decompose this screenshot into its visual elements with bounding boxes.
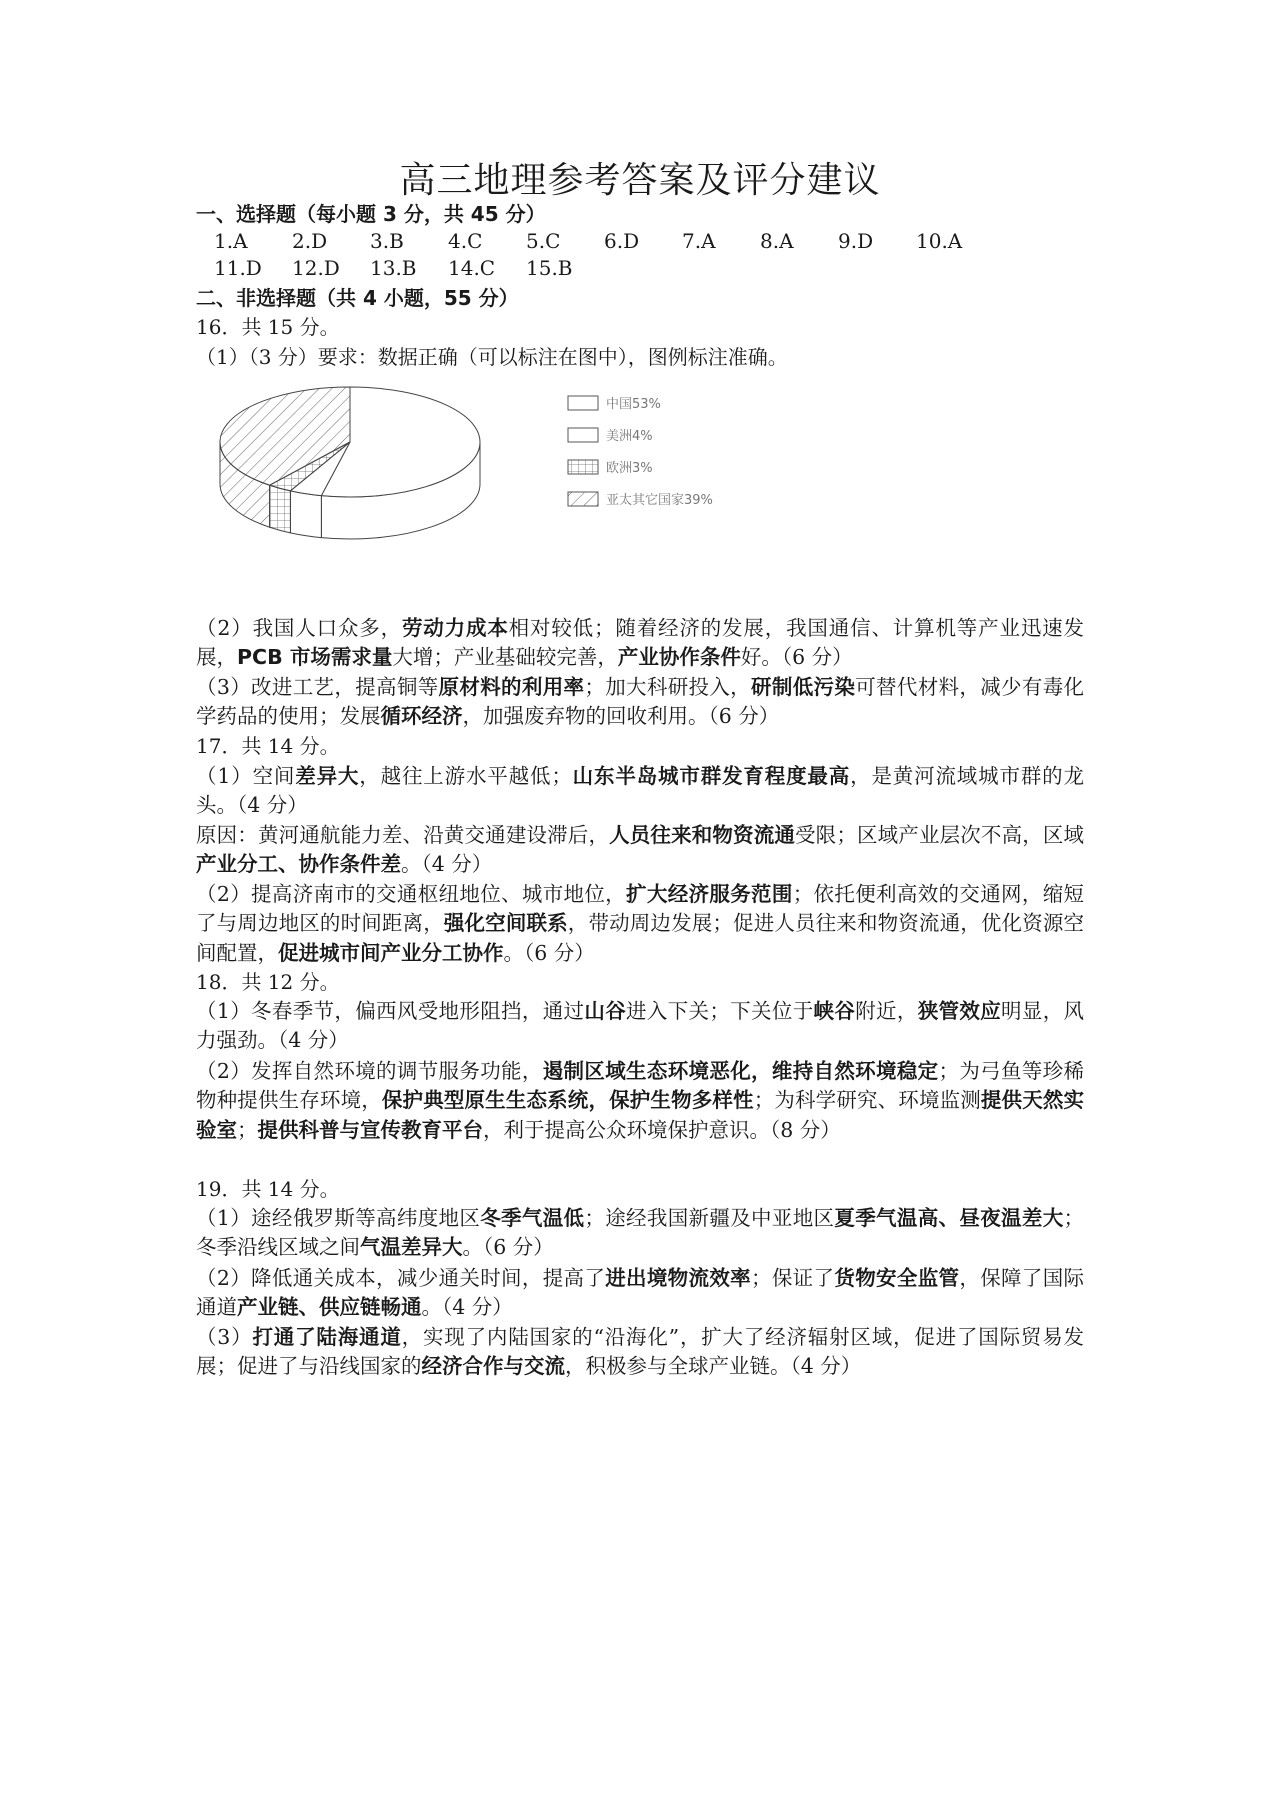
question-19-part-2 [196,1264,1084,1323]
key-point-text: 山东半岛城市群发育程度最高 [571,764,851,788]
answer-item: 14.C [448,256,496,280]
legend-swatch [568,460,598,474]
key-point-text: 劳动力成本 [401,616,509,640]
key-point-text: 提供天然实验室 [196,1088,1085,1142]
answer-item: 5.C [526,229,561,253]
key-point-text: 山谷 [584,999,627,1023]
answer-item: 3.B [370,229,404,253]
answer-text: 附近， [855,999,918,1023]
key-point-text: 促进城市间产业分工协作 [278,940,504,965]
question-17-total: 17．共 14 分。 [196,734,340,758]
answer-text: 明显，风力强劲。（4 分） [196,999,1085,1053]
answer-item: 10.A [916,229,963,253]
answer-text: ；保证了 [751,1266,835,1290]
answer-text: 。（4 分） [401,852,493,877]
question-19-total: 19．共 14 分。 [196,1177,340,1201]
legend-label: 亚太其它国家39% [606,493,713,508]
question-16-part-1: （1）（3 分）要求：数据正确（可以标注在图中），图例标注准确。 [196,345,788,369]
page-title: 高三地理参考答案及评分建议 [399,160,881,201]
question-19-part-1 [196,1204,1084,1263]
answer-text: 进入下关；下关位于 [626,999,814,1023]
answer-text: 。（6 分） [503,940,595,965]
key-point-text: 人员往来和物资流通 [609,823,796,847]
answer-text: （1）途经俄罗斯等高纬度地区 [196,1206,481,1230]
question-16-total: 16．共 15 分。 [196,315,340,339]
answer-text: ；依托便利高效的交通网，缩短了与周边地区的时间距离， [196,882,1085,936]
section-2-heading: 二、非选择题（共 4 小题，55 分） [196,286,519,310]
answer-text: ，实现了内陆国家的“沿海化”，扩大了经济辐射区域，促进了国际贸易发展；促进了与沿线国家的 [196,1325,1085,1379]
answer-text: ；为科学研究、环境监测 [753,1088,981,1113]
answer-item: 7.A [682,229,716,253]
key-point-text: 进出境物流效率 [605,1266,752,1290]
key-point-text: 原材料的利用率 [438,675,585,699]
key-point-text: 夏季气温高、昼夜温差大 [834,1206,1064,1230]
key-point-text: 经济合作与交流 [421,1354,565,1379]
key-point-text: 冬季气温低 [480,1206,585,1230]
answer-text: ； [237,1117,258,1142]
answer-text: （1）空间 [196,764,296,788]
key-point-text: 峡谷 [813,999,856,1023]
pie-side-3 [270,485,291,533]
key-point-text: 研制低污染 [751,675,856,699]
answer-text: ，利于提高公众环境保护意识。（8 分） [483,1117,841,1142]
answer-text: ，是黄河流域城市群的龙头。（4 分） [196,764,1085,818]
question-18-total: 18．共 12 分。 [196,970,340,994]
legend-swatch [568,428,598,442]
answer-text: ；冬季沿线区域之间 [196,1206,1085,1260]
answer-text: ，带动周边发展；促进人员往来和物资流通，优化资源空间配置， [196,911,1085,965]
key-point-text: 扩大经济服务范围 [626,882,793,906]
key-point-text: 狭管效应 [917,999,1002,1023]
answer-text: （2）降低通关成本，减少通关时间，提高了 [196,1266,606,1290]
answer-text: ，保障了国际通道 [196,1266,1085,1320]
legend-label: 中国53% [606,397,661,412]
answer-item: 13.B [370,256,417,280]
section-1-heading: 一、选择题（每小题 3 分，共 45 分） [196,202,546,226]
question-19-part-3 [196,1323,1084,1382]
answer-text: （3）改进工艺，提高铜等 [196,675,439,699]
answer-item: 2.D [292,229,328,253]
answer-text: ；为弓鱼等珍稀物种提供生存环境， [196,1059,1085,1113]
answer-text: 。（4 分） [421,1295,513,1320]
answer-text: （2）提高济南市的交通枢纽地位、城市地位， [196,882,627,906]
key-point-text: 保护典型原生生态系统，保护生物多样性 [381,1088,754,1113]
answer-text: 好。（6 分） [740,645,853,670]
key-point-text: 提供科普与宣传教育平台 [257,1117,483,1142]
key-point-text: 强化空间联系 [443,911,568,936]
key-point-text: 循环经济 [380,704,463,729]
pie-chart [200,380,760,570]
answer-text: ，越往上游水平越低； [359,764,572,788]
answer-text: ，积极参与全球产业链。（4 分） [565,1354,862,1379]
answer-item: 11.D [214,256,262,280]
question-17-part-1 [196,762,1084,821]
answer-item: 1.A [214,229,248,253]
key-point-text: 差异大 [295,764,360,788]
answer-text: ；加大科研投入， [584,675,752,699]
key-point-text: 打通了陆海通道 [252,1325,402,1349]
key-point-text: 产业协作条件 [617,645,741,670]
answer-item: 9.D [838,229,874,253]
legend-swatch [568,396,598,410]
legend-label: 美洲4% [606,429,653,444]
answer-item: 4.C [448,229,483,253]
question-17-part-2 [196,880,1084,968]
answer-text: 。（6 分） [462,1235,554,1260]
answer-text: （2）发挥自然环境的调节服务功能， [196,1059,543,1083]
key-point-text: 气温差异大 [360,1235,463,1260]
key-point-text: 产业分工、协作条件差 [196,852,401,877]
answer-text: 大增；产业基础较完善， [392,645,618,670]
answer-text: 可替代材料，减少有毒化学药品的使用；发展 [196,675,1085,729]
key-point-text: PCB 市场需求量 [237,645,393,670]
question-17-reason [196,821,1084,880]
answer-text: ；途经我国新疆及中亚地区 [584,1206,835,1230]
key-point-text: 遏制区域生态环境恶化，维持自然环境稳定 [542,1059,939,1083]
answer-text: （1）冬春季节，偏西风受地形阻挡，通过 [196,999,585,1023]
question-18-part-1 [196,997,1084,1056]
key-point-text: 产业链、供应链畅通 [237,1295,422,1320]
answer-item: 12.D [292,256,340,280]
answer-item: 15.B [526,256,573,280]
legend-swatch [568,492,598,506]
answer-text: 原因：黄河通航能力差、沿黄交通建设滞后， [196,823,610,847]
answer-text: 受限；区域产业层次不高，区域 [795,823,1085,847]
legend-label: 欧洲3% [606,461,653,476]
answer-text: （2）我国人口众多， [196,616,402,640]
answer-item: 8.A [760,229,794,253]
key-point-text: 货物安全监管 [834,1266,960,1290]
answer-text: ，加强废弃物的回收利用。（6 分） [462,704,780,729]
question-16-part-2 [196,614,1084,673]
pie-side-2 [290,491,321,538]
question-18-part-2 [196,1057,1084,1145]
question-16-part-3 [196,673,1084,732]
answer-text: 相对较低；随着经济的发展，我国通信、计算机等产业迅速发展， [196,616,1085,670]
answer-item: 6.D [604,229,640,253]
answer-text: （3） [196,1325,253,1349]
